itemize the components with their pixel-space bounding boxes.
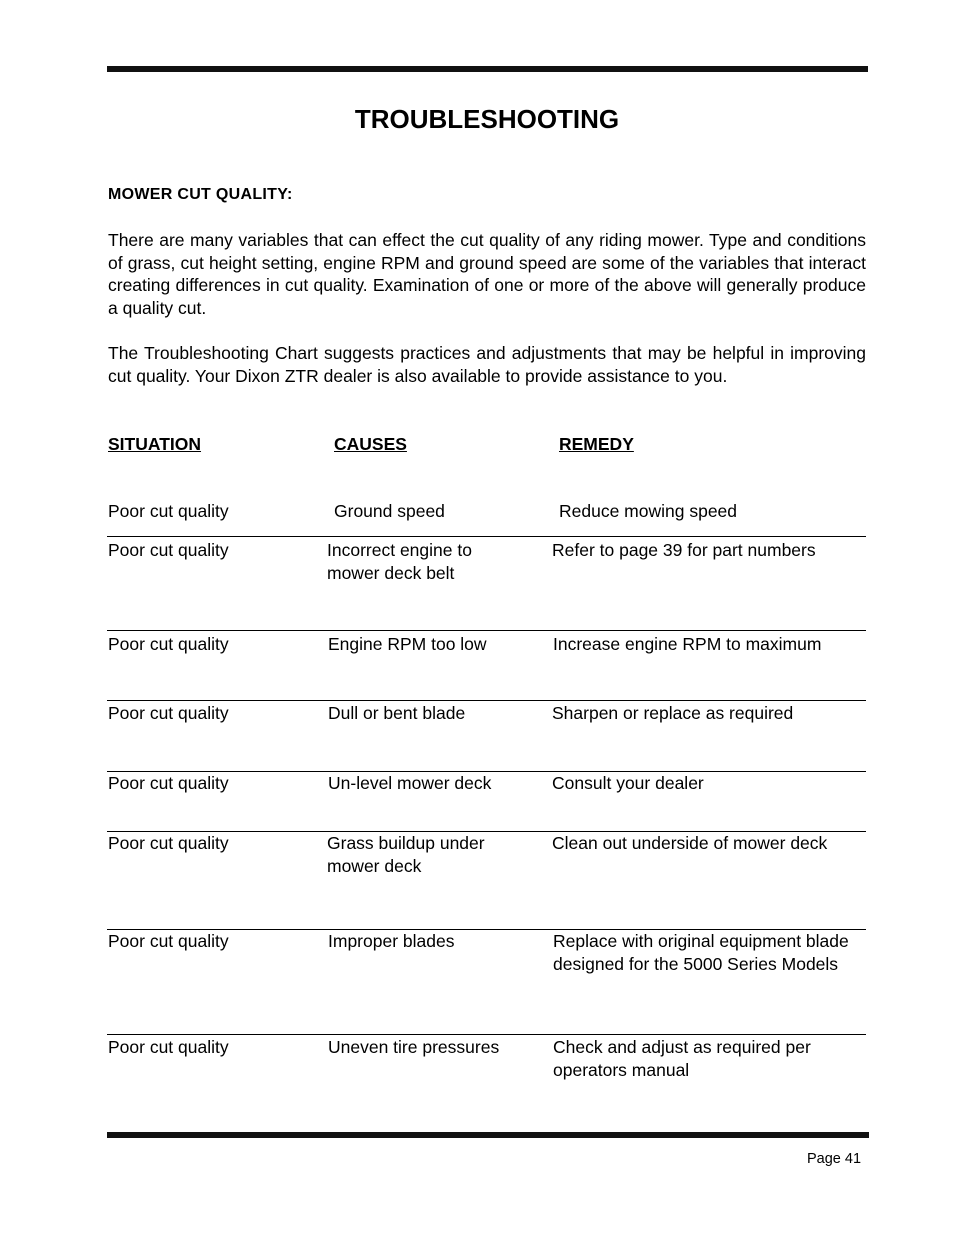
header-remedy: REMEDY [559,434,634,454]
header-situation: SITUATION [108,434,202,454]
situation-cell: Poor cut quality [108,634,229,654]
remedy-cell: Increase engine RPM to maximum [553,634,822,654]
header-causes: CAUSES [334,434,407,454]
cause-cell: Ground speed [334,501,445,521]
remedy-cell: Sharpen or replace as required [552,703,794,723]
situation-cell: Poor cut quality [108,501,229,521]
remedy-cell: Reduce mowing speed [559,501,738,521]
table-row [107,536,866,583]
chart-note-paragraph: The Troubleshooting Chart suggests practices and adjustments that may be helpful in improving cut quality. Your Dixon ZTR dealer is also available to provide assistance to you. [108,343,866,386]
remedy-cell: Consult your dealer [552,773,704,793]
situation-cell: Poor cut quality [108,931,229,951]
cause-cell: Un-level mower deck [328,773,492,793]
remedy-cell: Clean out underside of mower deck [552,833,828,853]
remedy-cell: Refer to page 39 for part numbers [552,540,816,560]
intro-paragraph: There are many variables that can effect the cut quality of any riding mower. Type and conditions of grass, cut height setting, engine RPM and ground speed are some of the variables that interact creating differences in cut quality. Examination of one or more of the above will generally produce a quality cut. [108,230,866,318]
page-title: TROUBLESHOOTING [354,104,620,134]
section-heading: MOWER CUT QUALITY: [108,186,293,203]
table-row [107,771,866,793]
cause-cell: Grass buildup under mower deck [327,833,485,876]
bottom-rule [107,1132,869,1138]
table-row [107,831,866,876]
remedy-cell: Check and adjust as required per operators manual [553,1037,811,1080]
remedy-cell: Replace with original equipment blade designed for the 5000 Series Models [553,931,849,974]
top-rule [107,66,868,72]
cause-cell: Dull or bent blade [328,703,466,723]
page-number: Page 41 [807,1151,862,1167]
situation-cell: Poor cut quality [108,703,229,723]
situation-cell: Poor cut quality [108,833,229,853]
table-row [107,929,866,974]
cause-cell: Uneven tire pressures [328,1037,500,1057]
cause-cell: Improper blades [328,931,455,951]
cause-cell: Engine RPM too low [328,634,487,654]
table-row [107,700,866,723]
table-row [107,1034,866,1080]
situation-cell: Poor cut quality [108,773,229,793]
cause-cell: Incorrect engine to mower deck belt [327,540,472,583]
table-row [107,630,866,654]
situation-cell: Poor cut quality [108,540,229,560]
situation-cell: Poor cut quality [108,1037,229,1057]
